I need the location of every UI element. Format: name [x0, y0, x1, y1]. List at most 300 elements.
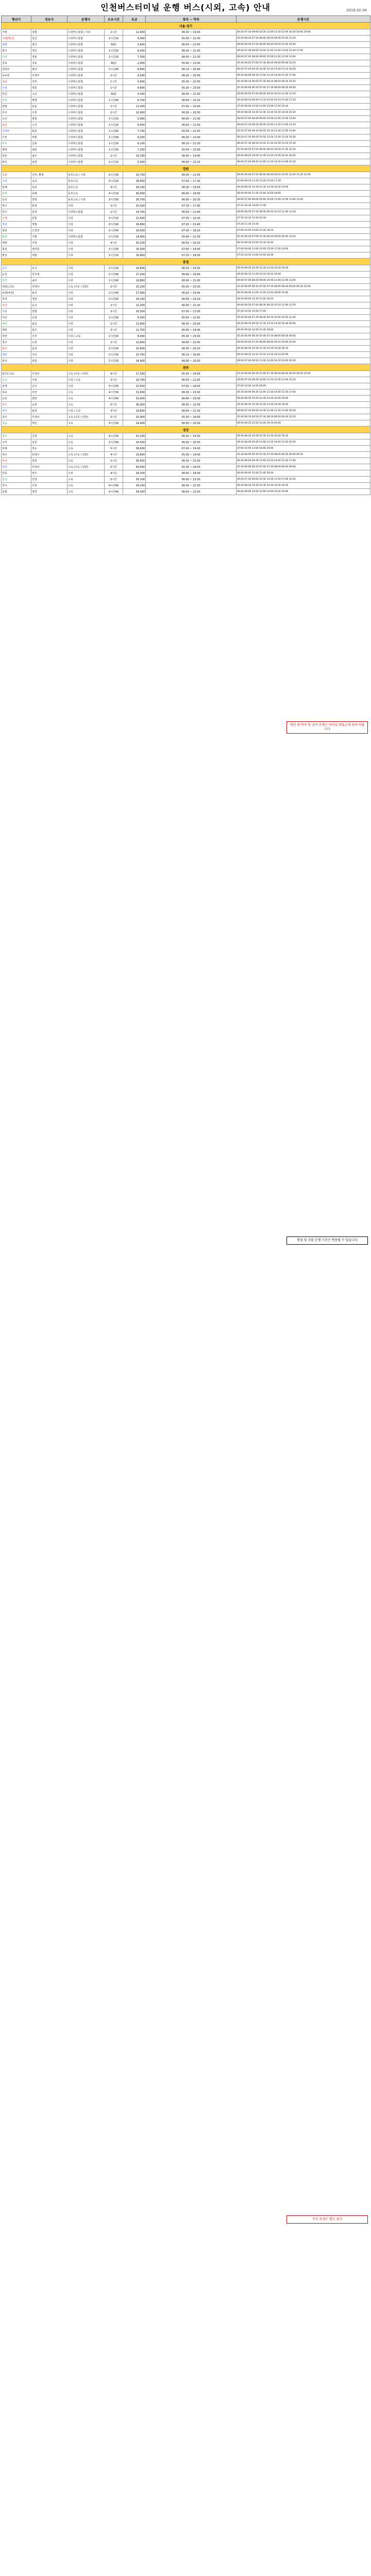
header-operator: 운행사: [68, 16, 105, 23]
cell-operator: 시외: [68, 327, 105, 333]
table-row: [2, 309, 370, 315]
cell-duration: 2시간20: [105, 265, 123, 272]
cell-times: 06:00 07:30 09:00 10:30 12:00 13:30 15:00 16:30: [237, 477, 370, 483]
cell-operator: 시외버스통합: [68, 42, 105, 48]
cell-times: 05:30 06:00 06:30 07:00 07:30 08:00 08:30 09:00: [237, 85, 370, 91]
cell-duration: 3시간30: [105, 172, 123, 178]
schedule-table: [1, 15, 370, 495]
cell-first-last: 06:00 ~ 21:40: [146, 209, 237, 215]
cell-fare: 9,500: [123, 73, 146, 79]
cell-times: 06:30 08:30 10:30 12:30 14:30 16:30 19:00: [237, 184, 370, 191]
cell-via: 홍성: [31, 290, 68, 296]
cell-fare: 4,800: [123, 85, 146, 91]
cell-duration: 2시간: [105, 284, 123, 290]
cell-duration: 4시간: [105, 184, 123, 191]
cell-fare: 8,400: [123, 333, 146, 340]
cell-via: 삽교: [31, 321, 68, 327]
cell-operator: 시외버스통합: [68, 104, 105, 110]
cell-fare: 24,500: [123, 439, 146, 446]
table-row: [2, 73, 370, 79]
section-title: 전라: [2, 364, 370, 371]
cell-destination: 서천: [2, 309, 31, 315]
cell-destination: 여주: [2, 110, 31, 116]
cell-duration: 3시간50: [105, 197, 123, 203]
table-row: [2, 371, 370, 377]
cell-duration: 1시간30: [105, 48, 123, 54]
cell-destination: 광주: [2, 48, 31, 54]
cell-first-last: 06:10 ~ 20:40: [146, 66, 237, 73]
cell-destination: 전주: [2, 414, 31, 420]
cell-via: 영주: [31, 470, 68, 477]
cell-destination: 양구: [2, 203, 31, 209]
cell-destination: 정읍: [2, 420, 31, 427]
table-row: [2, 36, 370, 42]
cell-first-last: 05:50 ~ 22:00: [146, 315, 237, 321]
cell-operator: 시외 / 고속: [68, 408, 105, 414]
cell-destination: 횡성: [2, 252, 31, 259]
cell-times: 05:30 06:00 06:30 07:00 07:30 08:00 08:30 09:00 09:30 10:00: [237, 284, 370, 290]
cell-fare: 16,300: [123, 246, 146, 252]
cell-operator: 고속 (우등 / 일반): [68, 464, 105, 470]
cell-operator: 시외버스통합: [68, 134, 105, 141]
cell-via: 금구: [31, 383, 68, 389]
cell-operator: 시외버스통합: [68, 85, 105, 91]
cell-first-last: 05:30 ~ 24:00: [146, 371, 237, 377]
cell-first-last: 06:00 ~ 21:30: [146, 54, 237, 60]
cell-times: 06:40 08:20 10:00 11:40 13:20 15:00 16:40 18:20: [237, 153, 370, 159]
cell-via: 신철원: [31, 228, 68, 234]
cell-operator: 고속: [68, 439, 105, 446]
cell-destination: 공주: [2, 265, 31, 272]
cell-first-last: 06:00 ~ 21:20: [146, 302, 237, 309]
table-row: [2, 346, 370, 352]
cell-duration: 1시간20: [105, 333, 123, 340]
cell-duration: 3시간: [105, 203, 123, 209]
cell-duration: 50분: [105, 91, 123, 97]
cell-fare: 21,700: [123, 327, 146, 333]
cell-fare: 14,400: [123, 234, 146, 240]
cell-times: 06:00 06:40 07:20 08:00 08:40 09:20 10:00 10:40: [237, 42, 370, 48]
cell-duration: 2시간: [105, 302, 123, 309]
table-row: [2, 79, 370, 85]
cell-fare: 39,100: [123, 477, 146, 483]
cell-destination: 포천: [2, 153, 31, 159]
cell-operator: 시외: [68, 302, 105, 309]
cell-operator: 고속: [68, 458, 105, 464]
cell-first-last: 07:00 ~ 19:00: [146, 246, 237, 252]
cell-duration: 2시간: [105, 104, 123, 110]
cell-duration: 2시간30: [105, 246, 123, 252]
cell-via: 송악: [31, 278, 68, 284]
cell-destination: 태안: [2, 352, 31, 358]
cell-destination: 화성: [2, 159, 31, 165]
cell-duration: 1시간30: [105, 315, 123, 321]
cell-times: 05:30 06:00 06:30 07:00 07:30 08:00 08:30 09:00: [237, 464, 370, 470]
cell-destination: 여수: [2, 402, 31, 408]
cell-via: 무정차: [31, 414, 68, 420]
table-row: [2, 91, 370, 97]
cell-times: 06:40 09:40 12:40 15:40 18:30: [237, 470, 370, 477]
cell-destination: 구미: [2, 439, 31, 446]
cell-via: 가평: [31, 234, 68, 240]
cell-destination: 부여: [2, 296, 31, 302]
table-row: [2, 315, 370, 321]
header-duration: 소요시간: [105, 16, 123, 23]
cell-operator: 고속: [68, 446, 105, 452]
cell-via: 철산: [31, 42, 68, 48]
cell-operator: 고속: [68, 396, 105, 402]
cell-via: 새말: [31, 252, 68, 259]
cell-duration: 4시간30: [105, 389, 123, 396]
cell-first-last: 06:30 ~ 19:30: [146, 433, 237, 439]
cell-times: 06:00 06:50 07:40 08:30 09:20 10:10 11:00 11:50: [237, 209, 370, 215]
cell-via: 김천: [31, 439, 68, 446]
cell-duration: 4시간40: [105, 396, 123, 402]
cell-operator: 시외: [68, 340, 105, 346]
cell-destination: 김해: [2, 446, 31, 452]
table-row: [2, 240, 370, 246]
cell-duration: 1시간40: [105, 66, 123, 73]
header-first-last: 첫차 ~ 막차: [146, 16, 237, 23]
cell-fare: 14,900: [123, 358, 146, 364]
cell-fare: 14,700: [123, 209, 146, 215]
cell-operator: 시외버스통합: [68, 209, 105, 215]
cell-operator: 시외버스통합: [68, 110, 105, 116]
cell-via: 청평: [31, 29, 68, 36]
cell-duration: 1시간20: [105, 122, 123, 128]
cell-times: 05:50 06:40 07:30 08:20 09:10 10:00 10:50 11:40: [237, 315, 370, 321]
cell-operator: 시외: [68, 265, 105, 272]
table-row: [2, 439, 370, 446]
cell-times: 06:40 09:00 11:30 14:00 16:00 18:00: [237, 191, 370, 197]
cell-destination: 김제: [2, 383, 31, 389]
cell-via: 무정차: [31, 284, 68, 290]
cell-operator: 시외: [68, 315, 105, 321]
table-row: [2, 327, 370, 333]
cell-times: 06:30 07:30 09:00 10:30 12:00 13:30 15:00 16:30 18:00 19:00: [237, 29, 370, 36]
cell-via: 운산: [31, 302, 68, 309]
cell-fare: 8,800: [123, 66, 146, 73]
table-row: [2, 284, 370, 290]
cell-via: 신부: [31, 333, 68, 340]
cell-duration: 4시간30: [105, 433, 123, 439]
cell-destination: 안성: [2, 97, 31, 104]
table-row: [2, 278, 370, 284]
cell-first-last: 06:10 ~ 21:20: [146, 141, 237, 147]
cell-operator: 시외버스통합: [68, 66, 105, 73]
cell-via: 동대구: [31, 452, 68, 458]
cell-operator: 시외버스통합: [68, 48, 105, 54]
cell-destination: 논산: [2, 272, 31, 278]
table-row: [2, 477, 370, 483]
cell-destination: 가평: [2, 29, 31, 36]
cell-via: 고잔: [31, 91, 68, 97]
cell-duration: 1시간: [105, 85, 123, 91]
cell-first-last: 06:00 ~ 23:30: [146, 477, 237, 483]
cell-times: 06:00 06:40 07:20 08:00 08:40 09:20 10:00 10:40 11:20 12:00: [237, 172, 370, 178]
cell-destination: 오산: [2, 116, 31, 122]
cell-times: 06:30 08:30 10:30 12:30 14:30 16:30 18:30: [237, 483, 370, 489]
cell-operator: 동부고속: [68, 191, 105, 197]
cell-times: 07:20 11:30 15:40: [237, 222, 370, 228]
cell-times: 06:30 08:00 09:30 11:00 12:30 14:00 15:30 17:00: [237, 73, 370, 79]
cell-fare: 24,400: [123, 420, 146, 427]
cell-first-last: 07:20 ~ 18:30: [146, 252, 237, 259]
cell-destination: 용인: [2, 122, 31, 128]
cell-duration: 1시간: [105, 79, 123, 85]
cell-via: 수지: [31, 122, 68, 128]
cell-operator: 시외버스통합: [68, 79, 105, 85]
cell-operator: 시외: [68, 321, 105, 327]
cell-operator: 시외: [68, 240, 105, 246]
cell-destination: 익산: [2, 408, 31, 414]
cell-via: 순천: [31, 402, 68, 408]
cell-destination: 천안: [2, 333, 31, 340]
cell-first-last: 06:30 ~ 19:00: [146, 29, 237, 36]
cell-duration: 2시간40: [105, 272, 123, 278]
cell-first-last: 06:30 ~ 23:30: [146, 458, 237, 464]
cell-times: 07:10 10:30 14:00 17:40: [237, 203, 370, 209]
table-row: [2, 222, 370, 228]
cell-fare: 4,900: [123, 36, 146, 42]
table-row: [2, 42, 370, 48]
cell-fare: 30,200: [123, 240, 146, 246]
table-row: [2, 433, 370, 439]
cell-fare: 2,900: [123, 60, 146, 66]
cell-destination: 고양(행신): [2, 36, 31, 42]
cell-via: 유구: [31, 265, 68, 272]
cell-first-last: 06:30 ~ 19:30: [146, 265, 237, 272]
cell-fare: 5,600: [123, 79, 146, 85]
cell-via: 장항: [31, 309, 68, 315]
table-row: [2, 29, 370, 36]
cell-fare: 12,400: [123, 29, 146, 36]
cell-via: 언양: [31, 477, 68, 483]
cell-via: 경안: [31, 48, 68, 54]
cell-duration: 4시간: [105, 470, 123, 477]
table-row: [2, 252, 370, 259]
cell-duration: 1시간20: [105, 54, 123, 60]
cell-first-last: 06:00 ~ 21:00: [146, 172, 237, 178]
cell-via: 송탄: [31, 147, 68, 153]
cell-operator: 고속 (우등 / 일반): [68, 284, 105, 290]
cell-operator: 시외버스통합: [68, 122, 105, 128]
cell-times: 06:00 07:20 08:40 10:00 11:20 12:40 14:00 15:20: [237, 377, 370, 383]
cell-first-last: 06:40 ~ 18:40: [146, 327, 237, 333]
cell-first-last: 06:30 ~ 20:00: [146, 321, 237, 327]
cell-times: 06:10 07:30 08:50 10:10 11:30 12:50 14:10 15:30: [237, 141, 370, 147]
cell-first-last: 06:30 ~ 23:30: [146, 389, 237, 396]
cell-via: 서산: [31, 352, 68, 358]
cell-fare: 6,100: [123, 141, 146, 147]
table-row: [2, 458, 370, 464]
cell-duration: 1시간20: [105, 141, 123, 147]
cell-destination: 마산: [2, 458, 31, 464]
cell-destination: 청주: [2, 340, 31, 346]
table-row: [2, 302, 370, 309]
cell-via: 남양: [31, 159, 68, 165]
cell-fare: 13,200: [123, 302, 146, 309]
table-row: [2, 414, 370, 420]
cell-operator: 시외: [68, 383, 105, 389]
cell-via: 묵호: [31, 184, 68, 191]
cell-first-last: 06:30 ~ 19:00: [146, 184, 237, 191]
cell-first-last: 06:00 ~ 21:00: [146, 122, 237, 128]
table-row: [2, 272, 370, 278]
table-row: [2, 104, 370, 110]
cell-times: 06:00 07:40 09:20 11:00 12:40 14:20 16:00 20:30: [237, 358, 370, 364]
table-row: [2, 48, 370, 54]
cell-fare: 29,800: [123, 452, 146, 458]
cell-destination: 부산: [2, 464, 31, 470]
cell-duration: 2시간: [105, 209, 123, 215]
table-row: [2, 452, 370, 458]
cell-first-last: 06:00 ~ 21:10: [146, 159, 237, 165]
cell-duration: 5시간: [105, 458, 123, 464]
cell-times: 06:10 08:10 10:10 12:10 14:10 16:10 20:00: [237, 352, 370, 358]
table-row: [2, 383, 370, 389]
cell-destination: 남양주: [2, 66, 31, 73]
cell-via: 춘천: [31, 203, 68, 209]
cell-fare: 7,300: [123, 54, 146, 60]
cell-first-last: 06:40 ~ 18:30: [146, 470, 237, 477]
cell-duration: 2시간10: [105, 358, 123, 364]
cell-first-last: 07:00 ~ 19:00: [146, 446, 237, 452]
cell-via: 영통: [31, 85, 68, 91]
cell-times: 05:30 06:10 06:50 07:30 08:10 08:50 09:30 10:10: [237, 414, 370, 420]
table-row: [2, 296, 370, 302]
table-row: [2, 197, 370, 203]
cell-times: 06:10 07:40 09:10 10:40 12:10 13:40 15:10 16:40: [237, 66, 370, 73]
cell-via: 일산: [31, 36, 68, 42]
cell-operator: 고속: [68, 477, 105, 483]
cell-times: 07:20 10:10 13:00 15:50 18:30: [237, 252, 370, 259]
table-row: [2, 483, 370, 489]
table-row: [2, 340, 370, 346]
cell-destination: 군산: [2, 377, 31, 383]
cell-destination: 김포: [2, 60, 31, 66]
cell-destination: 의정부: [2, 128, 31, 134]
table-row: [2, 85, 370, 91]
cell-duration: 2시간: [105, 29, 123, 36]
cell-times: 07:00 10:20 13:40 17:00: [237, 309, 370, 315]
cell-first-last: 06:30 ~ 20:30: [146, 110, 237, 116]
table-row: [2, 489, 370, 495]
cell-destination: 춘천: [2, 234, 31, 240]
cell-operator: 시외버스통합: [68, 73, 105, 79]
cell-destination: 순천: [2, 396, 31, 402]
table-row: [2, 464, 370, 470]
cell-times: 06:00 07:00 08:00 09:00 10:00 11:00 12:00 13:00: [237, 116, 370, 122]
cell-duration: 5시간: [105, 477, 123, 483]
cell-via: 원통: [31, 215, 68, 222]
cell-times: 05:30 06:10 06:50 07:30 08:10 08:50 09:30 10:10: [237, 79, 370, 85]
cell-destination: 진주: [2, 483, 31, 489]
cell-destination: 충주: [2, 346, 31, 352]
cell-duration: 4시간40: [105, 483, 123, 489]
cell-fare: 26,900: [123, 222, 146, 228]
cell-fare: 38,600: [123, 446, 146, 452]
section-header: [2, 427, 370, 433]
cell-destination: 파주: [2, 141, 31, 147]
cell-operator: 시외버스통합: [68, 54, 105, 60]
cell-destination: 보령(대천): [2, 290, 31, 296]
cell-destination: 고성: [2, 178, 31, 184]
cell-operator: 시외버스통합: [68, 141, 105, 147]
cell-times: 05:50 06:30 07:10 08:00 08:50 09:40 10:30 11:20: [237, 36, 370, 42]
cell-first-last: 07:00 ~ 19:30: [146, 104, 237, 110]
cell-duration: 1시간40: [105, 128, 123, 134]
cell-duration: 4시간20: [105, 178, 123, 184]
cell-first-last: 05:30 ~ 24:00: [146, 464, 237, 470]
cell-fare: 18,100: [123, 296, 146, 302]
cell-via: 금촌: [31, 141, 68, 147]
cell-fare: 27,300: [123, 371, 146, 377]
cell-duration: 2시간50: [105, 296, 123, 302]
cell-first-last: 05:50 ~ 21:50: [146, 128, 237, 134]
cell-times: 06:30 08:30 10:30 12:30 14:30 16:30 19:30: [237, 433, 370, 439]
cell-first-last: 05:50 ~ 22:00: [146, 147, 237, 153]
cell-operator: 동부고속: [68, 178, 105, 184]
cell-operator: 동부고속 / 시외: [68, 197, 105, 203]
table-row: [2, 265, 370, 272]
cell-via: 무정차: [31, 371, 68, 377]
cell-destination: 원주: [2, 209, 31, 215]
cell-destination: 광명: [2, 42, 31, 48]
cell-destination: 포항: [2, 489, 31, 495]
cell-times: 07:00 09:00 11:00 13:00 15:00 17:00 19:00: [237, 246, 370, 252]
table-row: [2, 60, 370, 66]
cell-fare: 17,900: [123, 290, 146, 296]
cell-first-last: 05:30 ~ 23:00: [146, 333, 237, 340]
table-row: [2, 141, 370, 147]
cell-times: 06:00 07:30 09:00 10:30 12:00 13:30 15:00 16:30: [237, 408, 370, 414]
cell-duration: 1시간10: [105, 116, 123, 122]
cell-destination: 울산: [2, 477, 31, 483]
cell-duration: 2시간: [105, 110, 123, 116]
section-title: 강원: [2, 165, 370, 172]
cell-times: 06:30 08:00 09:30 11:00 12:30 14:00 15:30 17:00: [237, 458, 370, 464]
cell-fare: 7,200: [123, 147, 146, 153]
cell-duration: 3시간40: [105, 222, 123, 228]
note-box-1: 대전 첫·막차 및 심야 운행은 터미널 매표소에 문의 바랍니다: [286, 721, 368, 734]
table-header-row: [2, 16, 370, 23]
header-destination: 행선지: [2, 16, 31, 23]
cell-duration: 3시간10: [105, 215, 123, 222]
table-row: [2, 147, 370, 153]
cell-first-last: 06:30 ~ 20:00: [146, 73, 237, 79]
table-row: [2, 184, 370, 191]
cell-first-last: 07:20 ~ 15:40: [146, 222, 237, 228]
cell-first-last: 07:00 ~ 18:10: [146, 228, 237, 234]
cell-via: 모란: [31, 79, 68, 85]
cell-first-last: 06:30 ~ 20:10: [146, 346, 237, 352]
table-row: [2, 153, 370, 159]
cell-destination: 홍천: [2, 246, 31, 252]
cell-duration: 2시간30: [105, 346, 123, 352]
cell-operator: 시외: [68, 358, 105, 364]
cell-via: 의정부: [31, 73, 68, 79]
cell-first-last: 06:10 ~ 20:00: [146, 352, 237, 358]
cell-destination: 동해: [2, 184, 31, 191]
cell-destination: 안산: [2, 91, 31, 97]
cell-via: 부발: [31, 134, 68, 141]
cell-destination: 광주(고속): [2, 371, 31, 377]
table-row: [2, 203, 370, 209]
cell-operator: 고속 (우등 / 일반): [68, 371, 105, 377]
cell-times: 07:00 09:00 11:00 13:00 15:00 17:00 19:30: [237, 104, 370, 110]
table-row: [2, 333, 370, 340]
